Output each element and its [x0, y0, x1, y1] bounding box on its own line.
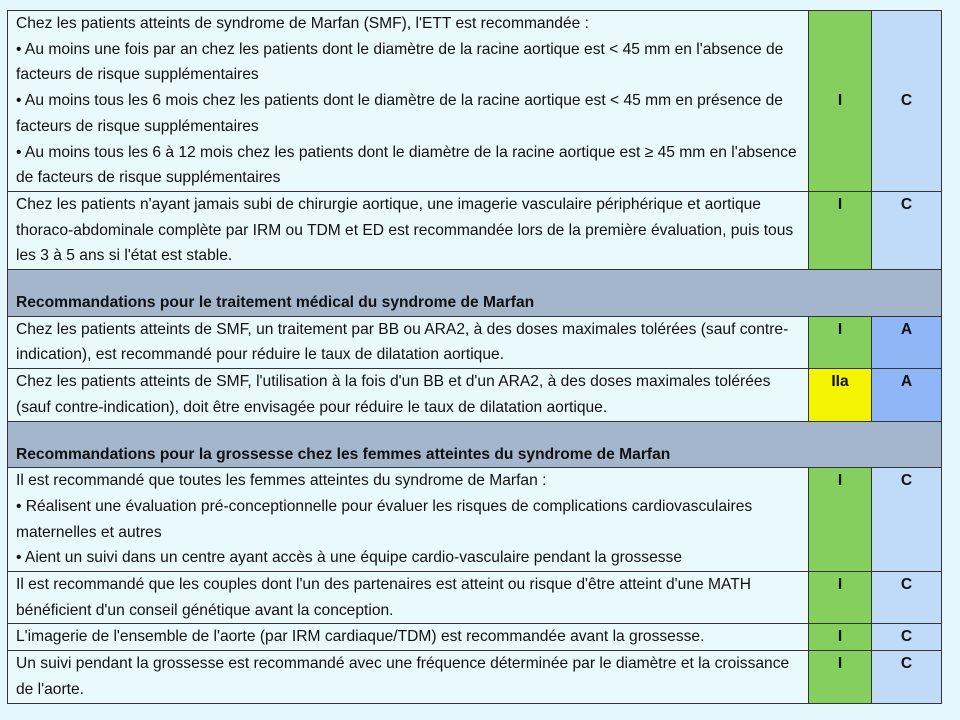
recommendation-text	[8, 624, 809, 651]
recommendation-line: Chez les patients atteints de SMF, un traitement par BB ou ARA2, à des doses maximales tolérées (sauf contre-indication), est recommandé pour réduire le taux de dilatation aortique.	[16, 320, 789, 364]
table-row	[8, 651, 942, 703]
section-title: Recommandations pour la grossesse chez les femmes atteintes du syndrome de Marfan	[8, 421, 942, 468]
level-badge: A	[872, 316, 942, 368]
table-row	[8, 468, 942, 572]
level-badge: C	[872, 572, 942, 624]
class-badge: I	[809, 624, 872, 651]
recommendation-text	[8, 651, 809, 703]
table-row	[8, 572, 942, 624]
section-header-row	[8, 421, 942, 468]
recommendation-line: • Au moins une fois par an chez les patients dont le diamètre de la racine aortique est < 45 mm en l'absence de facteurs de risque supplémentaires	[16, 40, 784, 84]
table-row	[8, 369, 942, 421]
class-badge: IIa	[809, 369, 872, 421]
class-badge: I	[809, 316, 872, 368]
recommendation-text	[8, 316, 809, 368]
table-row	[8, 191, 942, 269]
recommendation-line: • Aient un suivi dans un centre ayant accès à une équipe cardio-vasculaire pendant la grossesse	[16, 549, 683, 567]
level-badge: C	[872, 11, 942, 192]
recommendation-line: Un suivi pendant la grossesse est recommandé avec une fréquence déterminée par le diamètre et la croissance de l'aorte.	[16, 655, 790, 698]
table-row	[8, 624, 942, 651]
table-row	[8, 11, 942, 192]
recommendation-line: • Réalisent une évaluation pré-conceptionnelle pour évaluer les risques de complications cardiovasculaires maternelles et autres	[16, 497, 753, 541]
recommendation-text	[8, 369, 809, 421]
class-badge: I	[809, 468, 872, 572]
recommendations-panel	[7, 10, 941, 704]
recommendation-line: • Au moins tous les 6 à 12 mois chez les patients dont le diamètre de la racine aortique est ≥ 45 mm en l'absence de facteurs de risque supplémentaires	[16, 143, 797, 187]
level-badge: C	[872, 468, 942, 572]
recommendation-line: Il est recommandé que les couples dont l'un des partenaires est atteint ou risque d'être atteint d'une MATH bénéficient d'un conseil génétique avant la conception.	[16, 576, 752, 619]
recommendation-text	[8, 572, 809, 624]
recommendation-line: Chez les patients atteints de syndrome de Marfan (SMF), l'ETT est recommandée :	[16, 15, 589, 32]
recommendation-text	[8, 11, 809, 192]
level-badge: C	[872, 624, 942, 651]
recommendation-line: Chez les patients atteints de SMF, l'utilisation à la fois d'un BB et d'un ARA2, à des doses maximales tolérées (sauf contre-indication), doit être envisagée pour réduire le taux de dilatation aortique.	[16, 373, 771, 416]
level-badge: C	[872, 651, 942, 703]
class-badge: I	[809, 572, 872, 624]
class-badge: I	[809, 191, 872, 269]
recommendation-line: L'imagerie de l'ensemble de l'aorte (par IRM cardiaque/TDM) est recommandée avant la grossesse.	[16, 628, 705, 646]
recommendations-table	[7, 10, 942, 704]
table-row	[8, 316, 942, 368]
recommendation-line: Il est recommandé que toutes les femmes atteintes du syndrome de Marfan :	[16, 472, 547, 490]
class-badge: I	[809, 11, 872, 192]
recommendation-text	[8, 191, 809, 269]
recommendation-line: Chez les patients n'ayant jamais subi de chirurgie aortique, une imagerie vasculaire périphérique et aortique thoraco-abdominale complète par IRM ou TDM et ED est recommandée lors de la première évaluation, puis tous les 3 à 5 ans si l'état est stable.	[16, 195, 794, 265]
recommendation-text	[8, 468, 809, 572]
section-title: Recommandations pour le traitement médical du syndrome de Marfan	[8, 270, 942, 317]
level-badge: A	[872, 369, 942, 421]
level-badge: C	[872, 191, 942, 269]
section-header-row	[8, 270, 942, 317]
recommendations-table-body	[8, 11, 942, 704]
class-badge: I	[809, 651, 872, 703]
recommendation-line: • Au moins tous les 6 mois chez les patients dont le diamètre de la racine aortique est < 45 mm en présence de facteurs de risque supplémentaires	[16, 92, 783, 135]
